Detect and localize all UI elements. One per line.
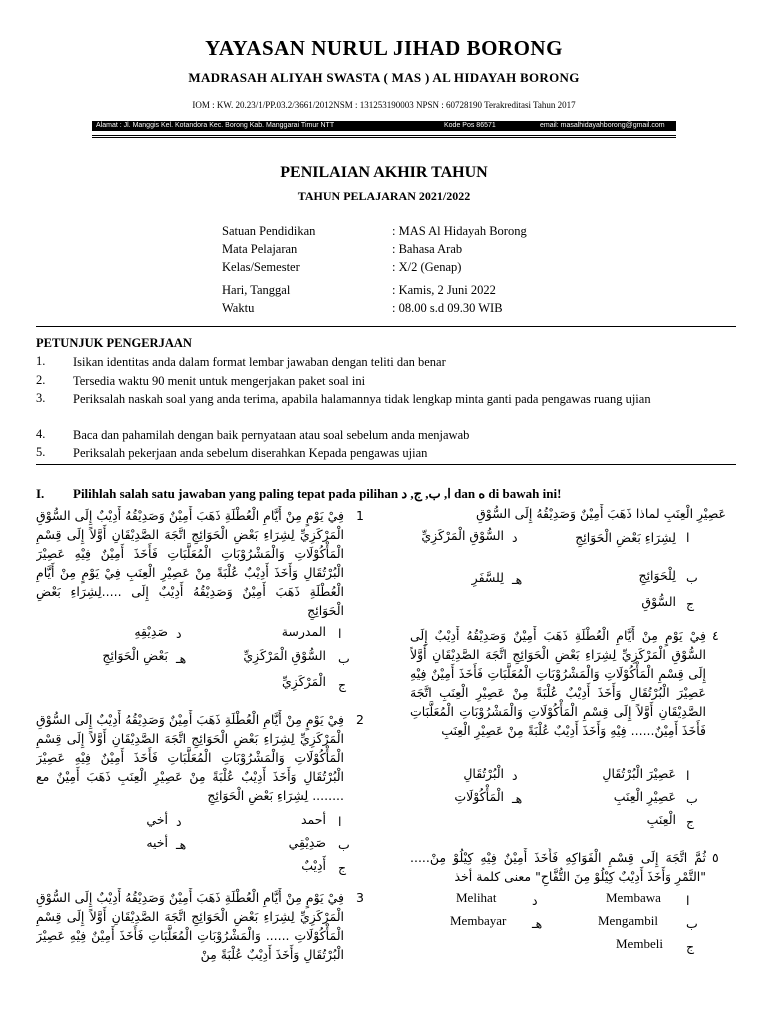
- option-b[interactable]: السُّوْقِ الْمَرْكَزِيِّ: [243, 648, 326, 663]
- identity-label: Hari, Tanggal: [222, 283, 291, 297]
- identity-value: : 08.00 s.d 09.30 WIB: [392, 301, 503, 315]
- address-bar: [92, 121, 676, 131]
- school-address: Alamat : Jl. Manggis Kel. Kotandora Kec. Borong Kab. Manggarai Timur NTT: [96, 122, 335, 129]
- question-text: فِيْ يَوْمٍ مِنْ أَيَّامِ الْعُطْلَةِ ذَهَبَ أَمِيْنٌ وَصَدِيْقُهُ أَدِيْبٌ إِلَى السُّوْقِ الْمَرْكَزِيِّ لِشِرَاءِ بَعْضِ الْحَوَائِجِ اتَّجَهَ الصَّدِيْقَانِ أَوَّلاً إِلَى قِسْمِ الْمَأْكُوْلَاتِ وَالْمَشْرُوْبَاتِ الْمُعَلَّبَاتِ فَأَخَذَ أَمِيْنٌ فِيْهِ عَصِيْرَ الْبُرْتُقَالِ وَأَخَذَ أَدِيْبٌ عُلْبَةً مِنْ عَصِيْرِ الْعِنَبِ اتَّجَهَ الصَّدِيْقَانِ أَوَّلاً إِلَى قِسْمِ الْمَأْكُوْلَاتِ وَالْمَشْرُوْبَاتِ الْمُعَلَّبَاتِ فَأَخَذَ أَمِيْنٌ...... فِيْهِ وَأَخَذَ أَدِيْبٌ عُلْبَةً مِنْ عَصِيْرِ الْعِنَبِ: [410, 628, 706, 738]
- school-registration: IOM : KW. 20.23/1/PP.03.2/3661/2012NSM : 131253190003 NPSN : 60728190 Terakreditasi Tahun 2017: [192, 100, 576, 110]
- option-letter: ب: [338, 837, 350, 852]
- option-letter: د: [176, 814, 182, 829]
- foundation-name: YAYASAN NURUL JIHAD BORONG: [205, 36, 563, 60]
- instruction-text: Periksalah pekerjaan anda sebelum diserahkan Kepada pengawas ujian: [73, 446, 428, 460]
- instruction-number: 5.: [36, 445, 46, 459]
- option-letter: هـ: [532, 916, 543, 931]
- option-d[interactable]: أخي: [146, 812, 168, 827]
- option-e[interactable]: Membayar: [450, 913, 507, 928]
- postal-code: Kode Pos 86571: [444, 122, 496, 129]
- question-number: 2: [356, 712, 364, 727]
- exam-year: TAHUN PELAJARAN 2021/2022: [297, 189, 471, 203]
- option-letter: ج: [338, 677, 347, 692]
- school-email: email: masalhidayahborong@gmail.com: [540, 122, 665, 129]
- option-a[interactable]: Membawa: [606, 890, 661, 905]
- option-letter: ج: [686, 939, 695, 954]
- identity-value: : MAS Al Hidayah Borong: [392, 224, 527, 238]
- option-d[interactable]: الْبُرْتُقَالِ: [463, 766, 504, 781]
- option-letter: ا: [338, 626, 342, 641]
- option-letter: ج: [338, 860, 347, 875]
- option-c[interactable]: Membeli: [616, 936, 663, 951]
- instruction-number: 2.: [36, 373, 46, 387]
- instruction-text: Periksalah naskah soal yang anda terima, apabila halamannya tidak lengkap minta ganti pada pengawas ruang ujian: [73, 392, 651, 406]
- option-letter: ب: [686, 916, 698, 931]
- option-e[interactable]: لِلسَّفَرِ: [471, 570, 504, 585]
- option-e[interactable]: بَعْضِ الْحَوَائِجِ: [102, 648, 168, 663]
- identity-value: : Bahasa Arab: [392, 242, 463, 256]
- header-divider: [92, 137, 676, 138]
- section-instruction: Pilihlah salah satu jawaban yang paling tepat pada pilihan ا, ب, ج, د dan ه di bawah ini!: [73, 486, 562, 501]
- option-letter: د: [512, 530, 518, 545]
- option-letter: د: [532, 893, 538, 908]
- option-b[interactable]: عَصِيْرِ الْعِنَبِ: [613, 789, 676, 804]
- option-c[interactable]: السُّوْقِ: [641, 594, 676, 609]
- instruction-text: Isikan identitas anda dalam format lembar jawaban dengan teliti dan benar: [73, 355, 446, 369]
- option-e[interactable]: الْمَأْكُوْلَاتِ: [454, 789, 504, 804]
- option-a[interactable]: لِشِرَاءِ بَعْضِ الْحَوَائِجِ: [575, 530, 676, 545]
- question-text: فِيْ يَوْمٍ مِنْ أَيَّامِ الْعُطْلَةِ ذَهَبَ أَمِيْنٌ وَصَدِيْقُهُ أَدِيْبٌ إِلَى السُّوْقِ الْمَرْكَزِيِّ لِشِرَاءِ بَعْضِ الْحَوَائِجِ اتَّجَهَ الصَّدِيْقَانِ أَوَّلاً إِلَى قِسْمِ الْمَأْكُوْلَاتِ وَالْمَشْرُوْبَاتِ الْمُعَلَّبَاتِ فَأَخَذَ أَمِيْنٌ فِيْهِ عَصِيْرَ الْبُرْتُقَالِ وَأَخَذَ أَدِيْبٌ عُلْبَةً مِنْ عَصِيْرِ الْعِنَبِ فِيْ يَوْمٍ مِنْ أَيَّامِ الْعُطْلَةِ ذَهَبَ أَمِيْنٌ وَصَدِيْقُهُ أَدِيْبٌ إِلَى .....لِشِرَاءِ بَعْضِ الْحَوَائِجِ: [36, 508, 344, 618]
- option-letter: هـ: [512, 791, 523, 806]
- option-b[interactable]: لِلْحَوَائِجِ: [638, 568, 676, 583]
- section-number: I.: [36, 486, 45, 501]
- instruction-number: 3.: [36, 391, 46, 405]
- question-number: 1: [356, 508, 364, 523]
- option-letter: ا: [686, 768, 690, 783]
- identity-label: Kelas/Semester: [222, 260, 300, 274]
- question-number: 3: [356, 890, 364, 905]
- instruction-number: 1.: [36, 354, 46, 368]
- option-letter: ا: [686, 893, 690, 908]
- option-letter: د: [512, 768, 518, 783]
- identity-value: : Kamis, 2 Juni 2022: [392, 283, 496, 297]
- option-e[interactable]: أخيه: [146, 835, 168, 850]
- header-divider: [92, 135, 676, 136]
- identity-label: Waktu: [222, 301, 255, 315]
- option-letter: ج: [686, 814, 695, 829]
- option-b[interactable]: صَدِيْقِي: [288, 835, 326, 850]
- section-divider: [36, 464, 736, 465]
- instruction-number: 4.: [36, 427, 46, 441]
- exam-title: PENILAIAN AKHIR TAHUN: [280, 164, 488, 181]
- option-letter: هـ: [176, 837, 187, 852]
- question-text: ثُمَّ اتَّجَهَ إِلَى قِسْمِ الْفَوَاكِهِ فَأَخَذَ أَمِيْنٌ فِيْهِ كِيْلُوْ مِنْ..... "التَّمْرِ وَأَخَذَ أَدِيْبٌ كِيْلُوْ مِنَ التُّفَّاحِ" معنى كلمة أخذ: [410, 850, 706, 884]
- option-d[interactable]: صَدِيْقِهِ: [134, 624, 168, 639]
- identity-label: Mata Pelajaran: [222, 242, 298, 256]
- option-a[interactable]: عَصِيْرَ الْبُرْتُقَالِ: [602, 766, 676, 781]
- option-a[interactable]: أحمد: [301, 812, 326, 827]
- option-letter: ب: [686, 791, 698, 806]
- option-b[interactable]: Mengambil: [598, 913, 658, 928]
- question-text: فِيْ يَوْمٍ مِنْ أَيَّامِ الْعُطْلَةِ ذَهَبَ أَمِيْنٌ وَصَدِيْقُهُ أَدِيْبٌ إِلَى السُّوْقِ الْمَرْكَزِيِّ لِشِرَاءِ بَعْضِ الْحَوَائِجِ اتَّجَهَ الصَّدِيْقَانِ أَوَّلاً إِلَى قِسْمِ الْمَأْكُوْلَاتِ ...... وَالْمَشْرُوْبَاتِ الْمُعَلَّبَاتِ فَأَخَذَ أَمِيْنٌ فِيْهِ عَصِيْرَ الْبُرْتُقَالِ وَأَخَذَ أَدِيْبٌ عُلْبَةً مِنْ: [36, 890, 344, 962]
- option-d[interactable]: Melihat: [456, 890, 497, 905]
- option-c[interactable]: الْمَرْكَزِيِّ: [281, 674, 326, 689]
- section-divider: [36, 326, 736, 327]
- question-number: ٥: [712, 850, 719, 865]
- option-a[interactable]: المدرسة: [281, 624, 326, 639]
- question-text: فِيْ يَوْمٍ مِنْ أَيَّامِ الْعُطْلَةِ ذَهَبَ أَمِيْنٌ وَصَدِيْقُهُ أَدِيْبٌ إِلَى السُّوْقِ الْمَرْكَزِيِّ لِشِرَاءِ بَعْضِ الْحَوَائِجِ اتَّجَهَ الصَّدِيْقَانِ أَوَّلاً إِلَى قِسْمِ الْمَأْكُوْلَاتِ وَالْمَشْرُوْبَاتِ الْمُعَلَّبَاتِ فَأَخَذَ أَمِيْنٌ فِيْهِ عَصِيْرَ الْبُرْتُقَالِ وَأَخَذَ أَدِيْبٌ عُلْبَةً مِنْ عَصِيْرِ الْعِنَبِ ذَهَبَ أَمِيْنٌ مع ........ لِشِرَاءِ بَعْضِ الْحَوَائِجِ: [36, 712, 344, 803]
- option-c[interactable]: الْعِنَبِ: [646, 812, 676, 827]
- option-letter: ا: [686, 530, 690, 545]
- identity-value: : X/2 (Genap): [392, 260, 462, 274]
- identity-label: Satuan Pendidikan: [222, 224, 316, 238]
- option-letter: ا: [338, 814, 342, 829]
- option-letter: د: [176, 626, 182, 641]
- option-letter: ب: [338, 651, 350, 666]
- option-d[interactable]: السُّوْقِ الْمَرْكَزِيِّ: [421, 528, 504, 543]
- option-letter: هـ: [512, 572, 523, 587]
- question-number: ٤: [712, 628, 719, 643]
- question-text-continued: عَصِيْرِ الْعِنَبِ لماذا ذَهَبَ أَمِيْنٌ وَصَدِيْقُهُ إِلَى السُّوْقِ: [476, 506, 726, 521]
- school-name: MADRASAH ALIYAH SWASTA ( MAS ) AL HIDAYAH BORONG: [188, 70, 580, 85]
- option-letter: هـ: [176, 651, 187, 666]
- option-letter: ج: [686, 596, 695, 611]
- instruction-text: Tersedia waktu 90 menit untuk mengerjakan paket soal ini: [73, 374, 366, 388]
- option-letter: ب: [686, 570, 698, 585]
- instruction-text: Baca dan pahamilah dengan baik pernyataan atau soal sebelum anda menjawab: [73, 428, 470, 442]
- instructions-heading: PETUNJUK PENGERJAAN: [36, 336, 192, 350]
- option-c[interactable]: أَدِيْبٌ: [301, 858, 326, 873]
